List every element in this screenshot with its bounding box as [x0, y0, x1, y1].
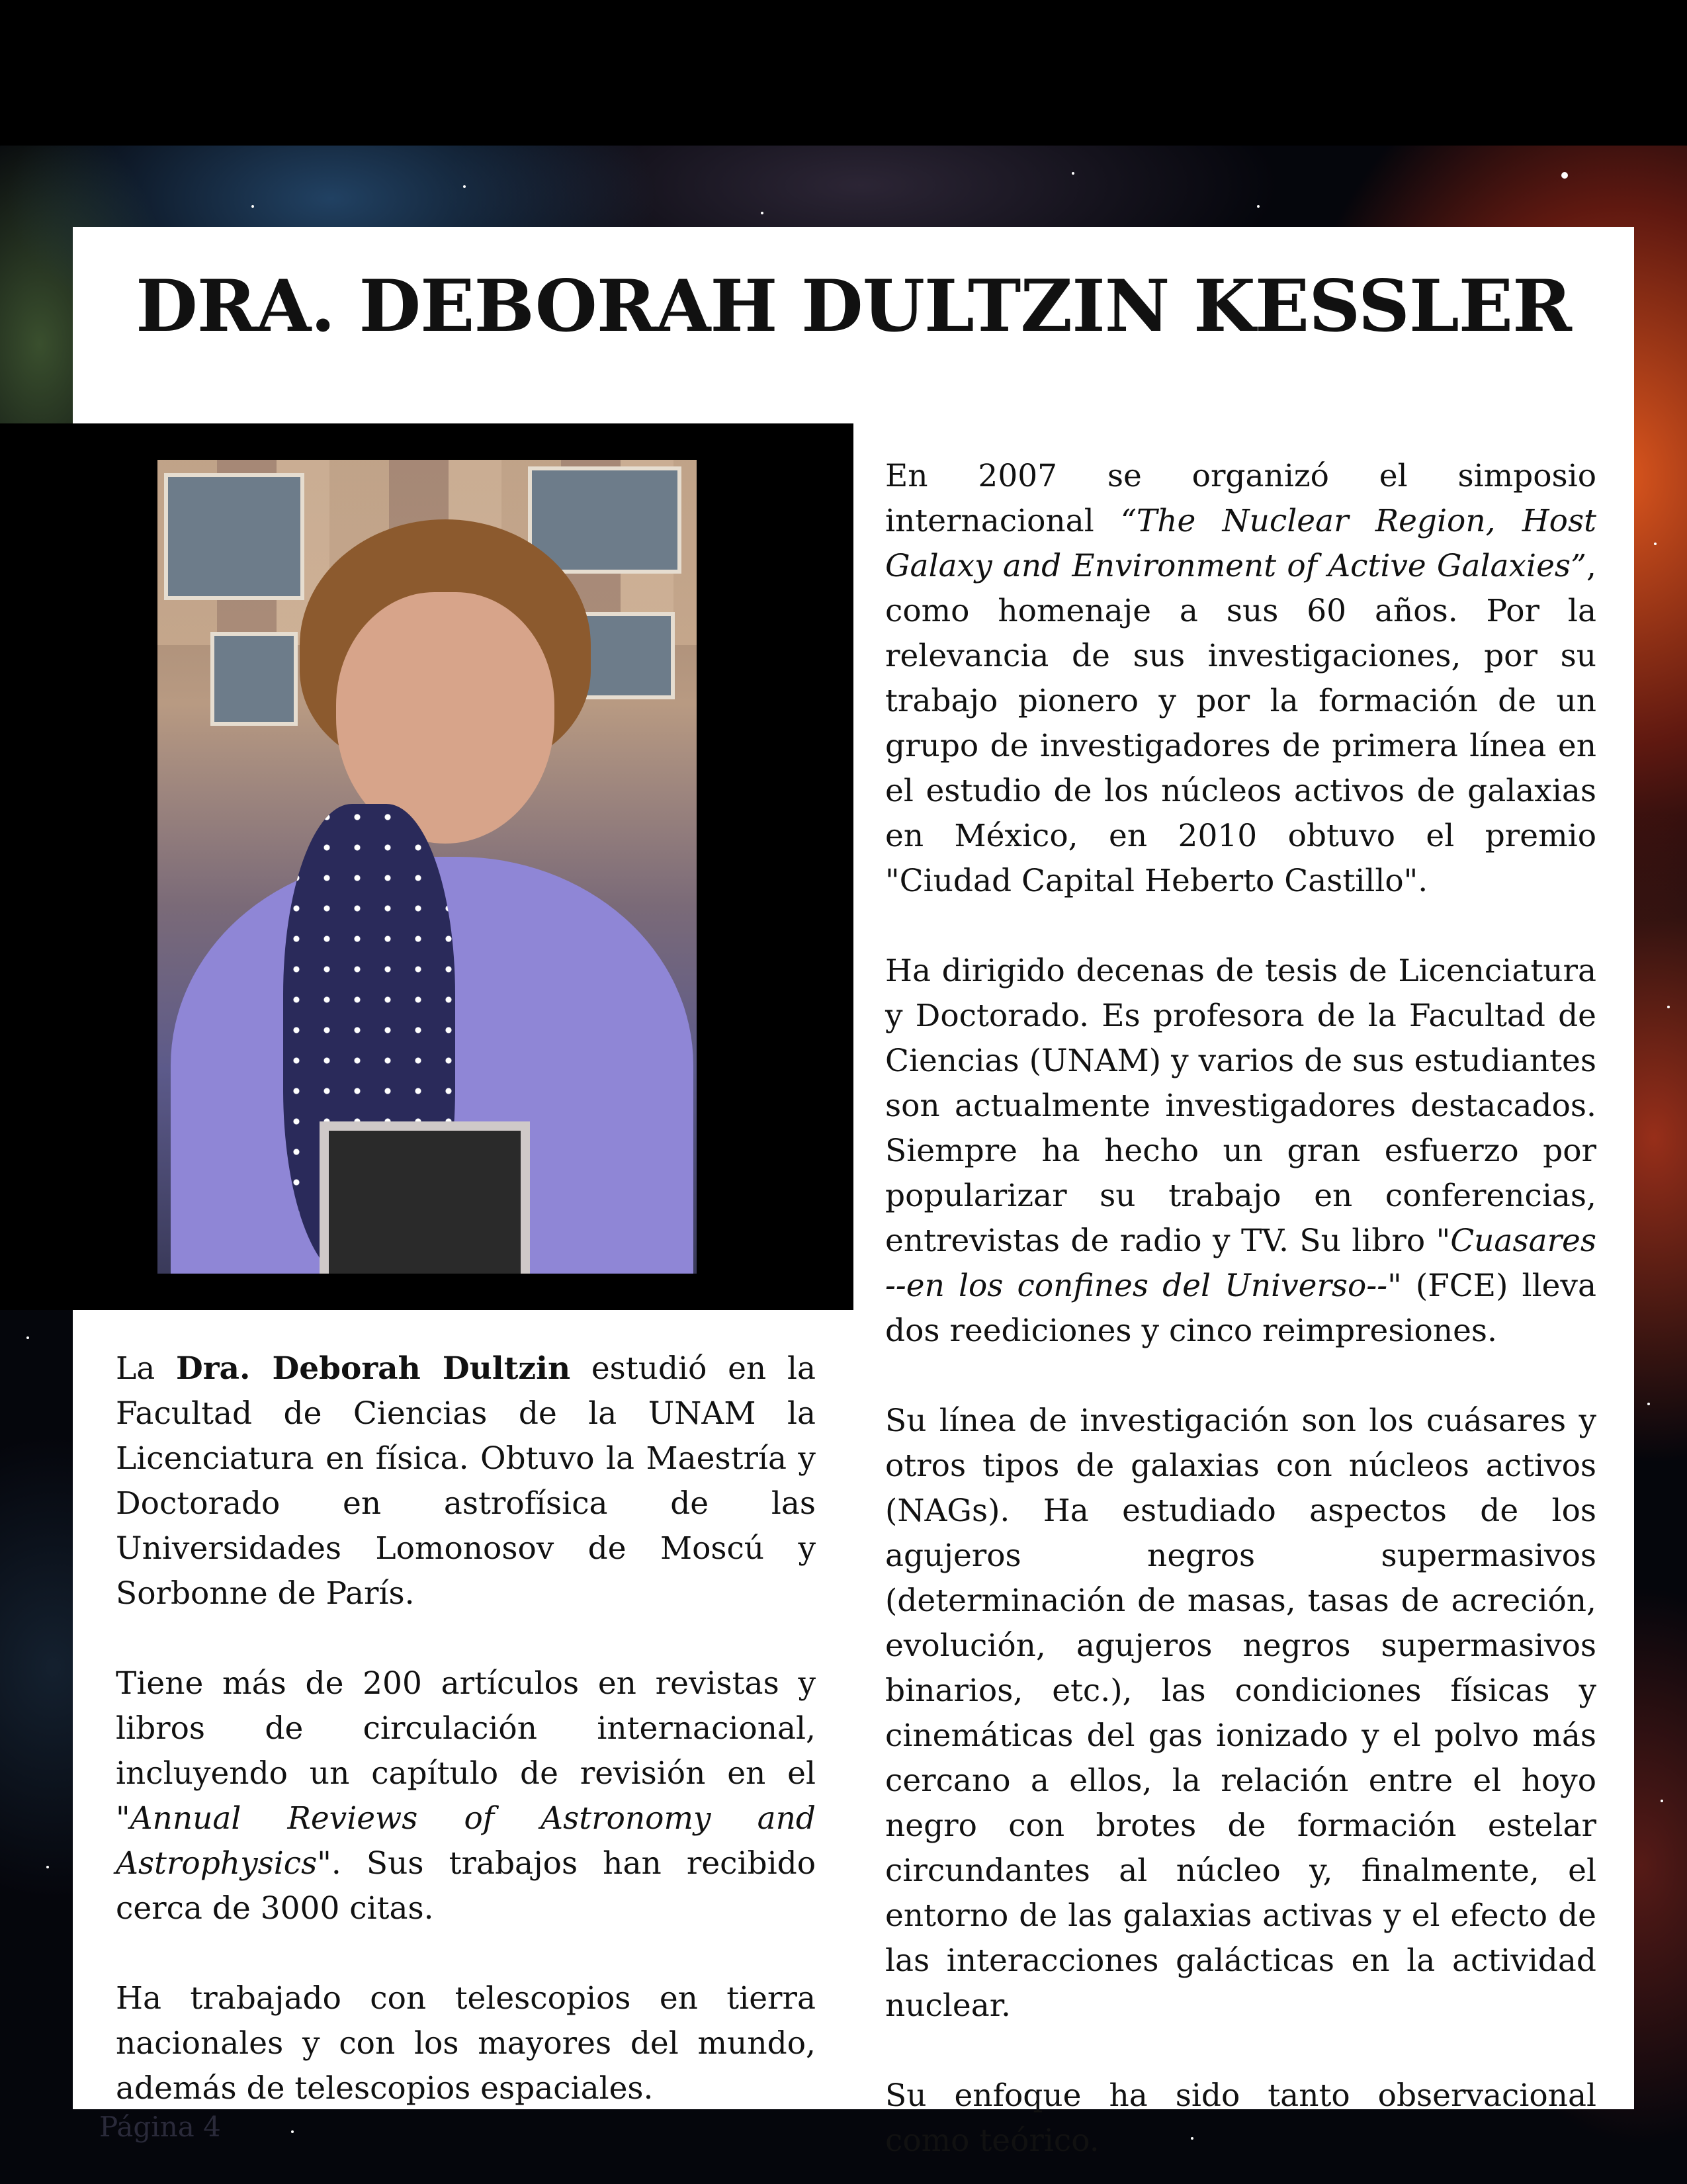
star	[46, 1866, 49, 1868]
star	[1667, 1006, 1670, 1008]
paragraph-teaching: Ha dirigido decenas de tesis de Licenciatura y Doctorado. Es profesora de la Facultad de Ciencias (UNAM) y varios de sus estudiantes son actualmente investigadores destacados. Siempre ha hecho un gran esfuerzo por popularizar su trabajo en conferencias, entrevistas de radio y TV. Su libro "Cuasares --en los confines del Universo--" (FCE) lleva dos reediciones y cinco reimpresiones.	[885, 953, 1596, 1349]
star	[1072, 172, 1074, 175]
star	[1654, 543, 1657, 545]
star	[26, 1336, 29, 1339]
photo-pinned-picture	[164, 473, 304, 600]
star	[761, 212, 763, 214]
star	[1257, 205, 1260, 208]
paragraph-approach: Su enfoque ha sido tanto observacional como teórico.	[885, 2077, 1596, 2159]
star	[251, 205, 254, 208]
paragraph-research: Su línea de investigación son los cuásares y otros tipos de galaxias con núcleos activos (NAGs). Ha estudiado aspectos de los agujeros negros supermasivos (determinación de masas, tasas de acreción, evolución, agujeros negros supermasivos binarios, etc.), las condiciones físicas y cinemáticas del gas ionizado y el polvo más cercano a ellos, la relación entre el hoyo negro con brotes de formación estelar circundantes al núcleo y, finalmente, el entorno de las galaxias activas y el efecto de las interacciones galácticas en la actividad nuclear.	[885, 1403, 1596, 2024]
star	[1647, 1403, 1650, 1405]
right-text-column	[885, 454, 1596, 2163]
left-text-column	[116, 1346, 816, 2111]
photo-frame-object	[320, 1121, 530, 1274]
photo-pinned-picture	[210, 632, 298, 726]
paragraph-symposium: En 2007 se organizó el simposio internacional “The Nuclear Region, Host Galaxy and Environment of Active Galaxies”, como homenaje a sus 60 años. Por la relevancia de sus investigaciones, por su trabajo pionero y por la formación de un grupo de investigadores de primera línea en el estudio de los núcleos activos de galaxias en México, en 2010 obtuvo el premio "Ciudad Capital Heberto Castillo".	[885, 458, 1596, 899]
photo-pinned-picture	[528, 466, 681, 574]
star	[1561, 172, 1568, 179]
paragraph-education: La Dra. Deborah Dultzin estudió en la Facultad de Ciencias de la UNAM la Licenciatura en física. Obtuvo la Maestría y Doctorado en astrofísica de las Universidades Lomonosov de Moscú y Sorbonne de París.	[116, 1350, 816, 1612]
paragraph-telescopes: Ha trabajado con telescopios en tierra nacionales y con los mayores del mundo, además de telescopios espaciales.	[116, 1980, 816, 2107]
star	[1661, 1800, 1663, 1802]
portrait-photo	[157, 460, 697, 1274]
page-number: Página 4	[99, 2111, 221, 2143]
star	[463, 185, 466, 188]
page-title: DRA. DEBORAH DULTZIN KESSLER	[136, 265, 1571, 348]
top-black-bar	[0, 0, 1687, 146]
star	[291, 2130, 294, 2133]
paragraph-publications: Tiene más de 200 artículos en revistas y libros de circulación internacional, incluyendo un capítulo de revisión en el "Annual Reviews of Astronomy and Astrophysics". Sus trabajos han recibido cerca de 3000 citas.	[116, 1665, 816, 1927]
